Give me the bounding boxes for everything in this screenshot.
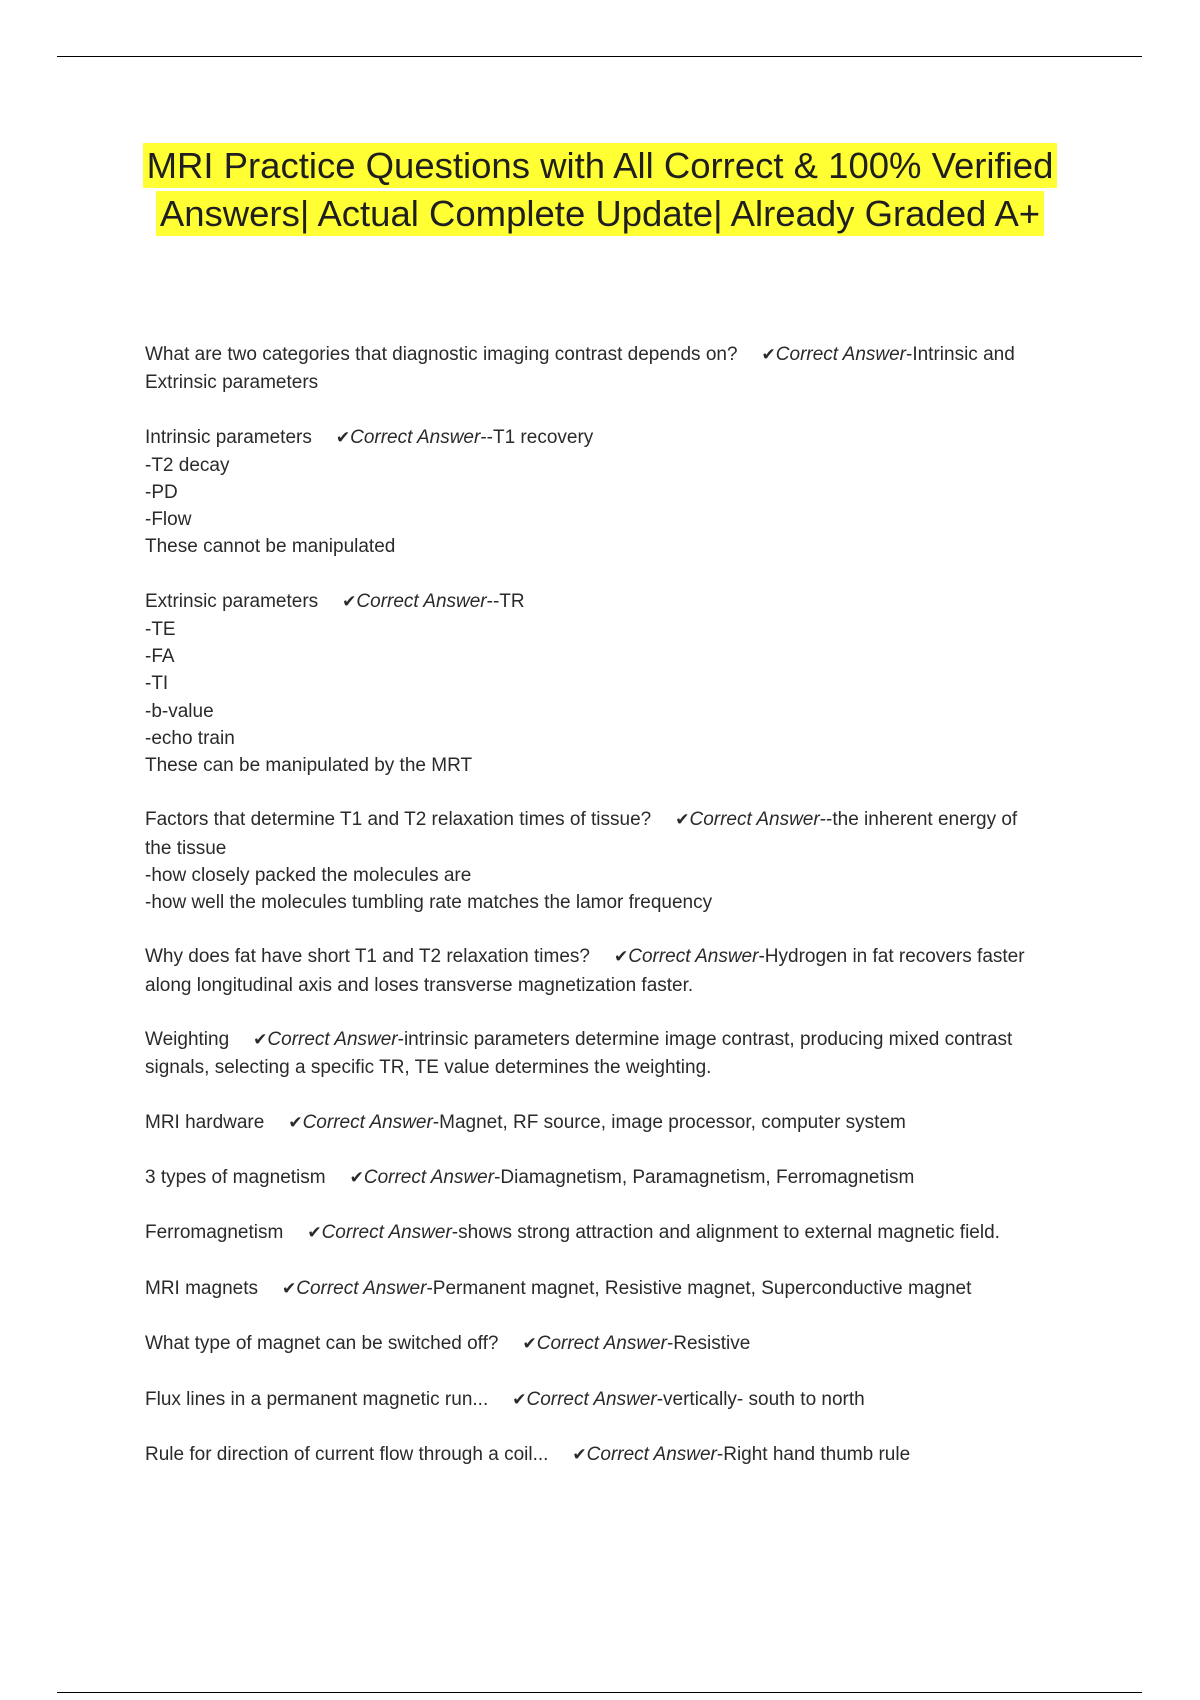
question-text: Ferromagnetism — [145, 1222, 284, 1244]
answer-text: --the inherent energy of the tissue — [145, 809, 1018, 859]
correct-answer-label: Correct Answer — [526, 1388, 657, 1410]
checkmark-icon: ✔ — [307, 1223, 322, 1244]
answer-continuation-line: -TI — [145, 673, 169, 695]
checkmark-icon: ✔ — [335, 427, 351, 448]
qa-line — [145, 1109, 1045, 1137]
qa-item — [145, 1275, 1045, 1303]
title-highlight: MRI Practice Questions with All Correct & 100% Verified Answers| Actual Complete Update| Already Graded A+ — [143, 143, 1058, 236]
answer-text: -vertically- south to north — [656, 1388, 865, 1410]
correct-answer-label: Correct Answer — [628, 946, 759, 968]
answer-text: -shows strong attraction and alignment to external magnetic field. — [451, 1222, 1000, 1244]
answer-continuation-line: -TE — [145, 619, 176, 640]
answer-continuation-line: -Flow — [145, 509, 192, 531]
correct-answer-label: Correct Answer — [536, 1333, 667, 1355]
checkmark-icon: ✔ — [342, 591, 357, 612]
question-text: Flux lines in a permanent magnetic run... — [145, 1388, 489, 1410]
correct-answer-label: Correct Answer — [350, 426, 481, 448]
answer-text: -Intrinsic and Extrinsic parameters — [145, 344, 1015, 394]
correct-answer-label: Correct Answer — [689, 809, 820, 831]
question-text: Extrinsic parameters — [145, 590, 319, 612]
qa-line — [145, 1164, 1045, 1192]
checkmark-icon: ✔ — [572, 1444, 587, 1465]
qa-line — [145, 1386, 1045, 1414]
answer-text: --TR — [486, 590, 525, 612]
checkmark-icon: ✔ — [253, 1030, 268, 1050]
qa-item — [145, 1109, 1045, 1137]
question-text: What type of magnet can be switched off? — [145, 1333, 499, 1355]
qa-line — [145, 1275, 1045, 1303]
correct-answer-label: Correct Answer — [302, 1111, 433, 1133]
correct-answer-label: Correct Answer — [321, 1222, 452, 1244]
answer-text: -Right hand thumb rule — [716, 1443, 911, 1465]
answer-text: -Diamagnetism, Paramagnetism, Ferromagnetism — [494, 1166, 915, 1188]
qa-item — [145, 1219, 1045, 1247]
correct-answer-label: Correct Answer — [267, 1029, 398, 1050]
qa-line — [145, 943, 1045, 998]
qa-item — [145, 588, 1045, 779]
qa-item — [145, 341, 1045, 396]
answer-continuation-line: -echo train — [145, 727, 235, 749]
correct-answer-label: Correct Answer — [775, 344, 906, 365]
question-text: Weighting — [145, 1029, 230, 1050]
question-text: MRI magnets — [145, 1277, 258, 1299]
qa-line — [145, 1330, 1045, 1358]
correct-answer-label: Correct Answer — [356, 590, 487, 612]
document-title — [100, 142, 1100, 238]
checkmark-icon: ✔ — [522, 1334, 537, 1355]
qa-line — [145, 424, 1045, 452]
footer-rule — [57, 1692, 1142, 1693]
correct-answer-label: Correct Answer — [586, 1443, 717, 1465]
checkmark-icon: ✔ — [281, 1278, 297, 1299]
question-text: Factors that determine T1 and T2 relaxation times of tissue? — [145, 809, 652, 831]
answer-continuation-line: These can be manipulated by the MRT — [145, 755, 473, 777]
question-text: MRI hardware — [145, 1111, 265, 1133]
answer-continuation-line: -how well the molecules tumbling rate matches the lamor frequency — [145, 892, 713, 914]
answer-continuation-line: -b-value — [145, 700, 214, 722]
qa-list — [145, 341, 1045, 1496]
qa-line — [145, 1026, 1045, 1081]
answer-text: -Resistive — [666, 1333, 751, 1355]
qa-item — [145, 424, 1045, 561]
checkmark-icon: ✔ — [349, 1167, 364, 1188]
qa-item — [145, 1441, 1045, 1469]
checkmark-icon: ✔ — [512, 1389, 527, 1410]
qa-line — [145, 806, 1045, 861]
answer-continuation-line: These cannot be manipulated — [145, 536, 396, 558]
qa-item — [145, 943, 1045, 998]
answer-text: --T1 recovery — [480, 426, 594, 448]
answer-text: -Hydrogen in fat recovers faster along longitudinal axis and loses transverse magnetization faster. — [145, 946, 1025, 996]
qa-item — [145, 1330, 1045, 1358]
answer-text: -Permanent magnet, Resistive magnet, Superconductive magnet — [426, 1277, 972, 1299]
answer-text: -Magnet, RF source, image processor, computer system — [432, 1111, 906, 1133]
answer-continuation-line: -PD — [145, 482, 178, 503]
qa-line — [145, 341, 1045, 396]
question-text: What are two categories that diagnostic imaging contrast depends on? — [145, 344, 738, 365]
checkmark-icon: ✔ — [613, 947, 629, 968]
checkmark-icon: ✔ — [761, 345, 776, 365]
qa-line — [145, 588, 1045, 616]
qa-item — [145, 806, 1045, 916]
correct-answer-label: Correct Answer — [363, 1166, 495, 1188]
qa-item — [145, 1386, 1045, 1414]
qa-item — [145, 1026, 1045, 1081]
qa-line — [145, 1441, 1045, 1469]
correct-answer-label: Correct Answer — [296, 1277, 427, 1299]
question-text: Rule for direction of current flow through a coil... — [145, 1443, 549, 1465]
header-rule — [57, 56, 1142, 57]
question-text: Why does fat have short T1 and T2 relaxation times? — [145, 946, 590, 968]
checkmark-icon: ✔ — [675, 810, 690, 831]
answer-continuation-line: -T2 decay — [145, 454, 230, 476]
checkmark-icon: ✔ — [288, 1112, 303, 1133]
qa-line — [145, 1219, 1045, 1247]
question-text: 3 types of magnetism — [145, 1166, 326, 1188]
question-text: Intrinsic parameters — [145, 426, 312, 448]
answer-continuation-line: -FA — [145, 646, 175, 668]
answer-continuation-line: -how closely packed the molecules are — [145, 864, 472, 886]
answer-text: -intrinsic parameters determine image contrast, producing mixed contrast signals, selecting a specific TR, TE value determines the weighting. — [145, 1029, 1013, 1079]
qa-item — [145, 1164, 1045, 1192]
